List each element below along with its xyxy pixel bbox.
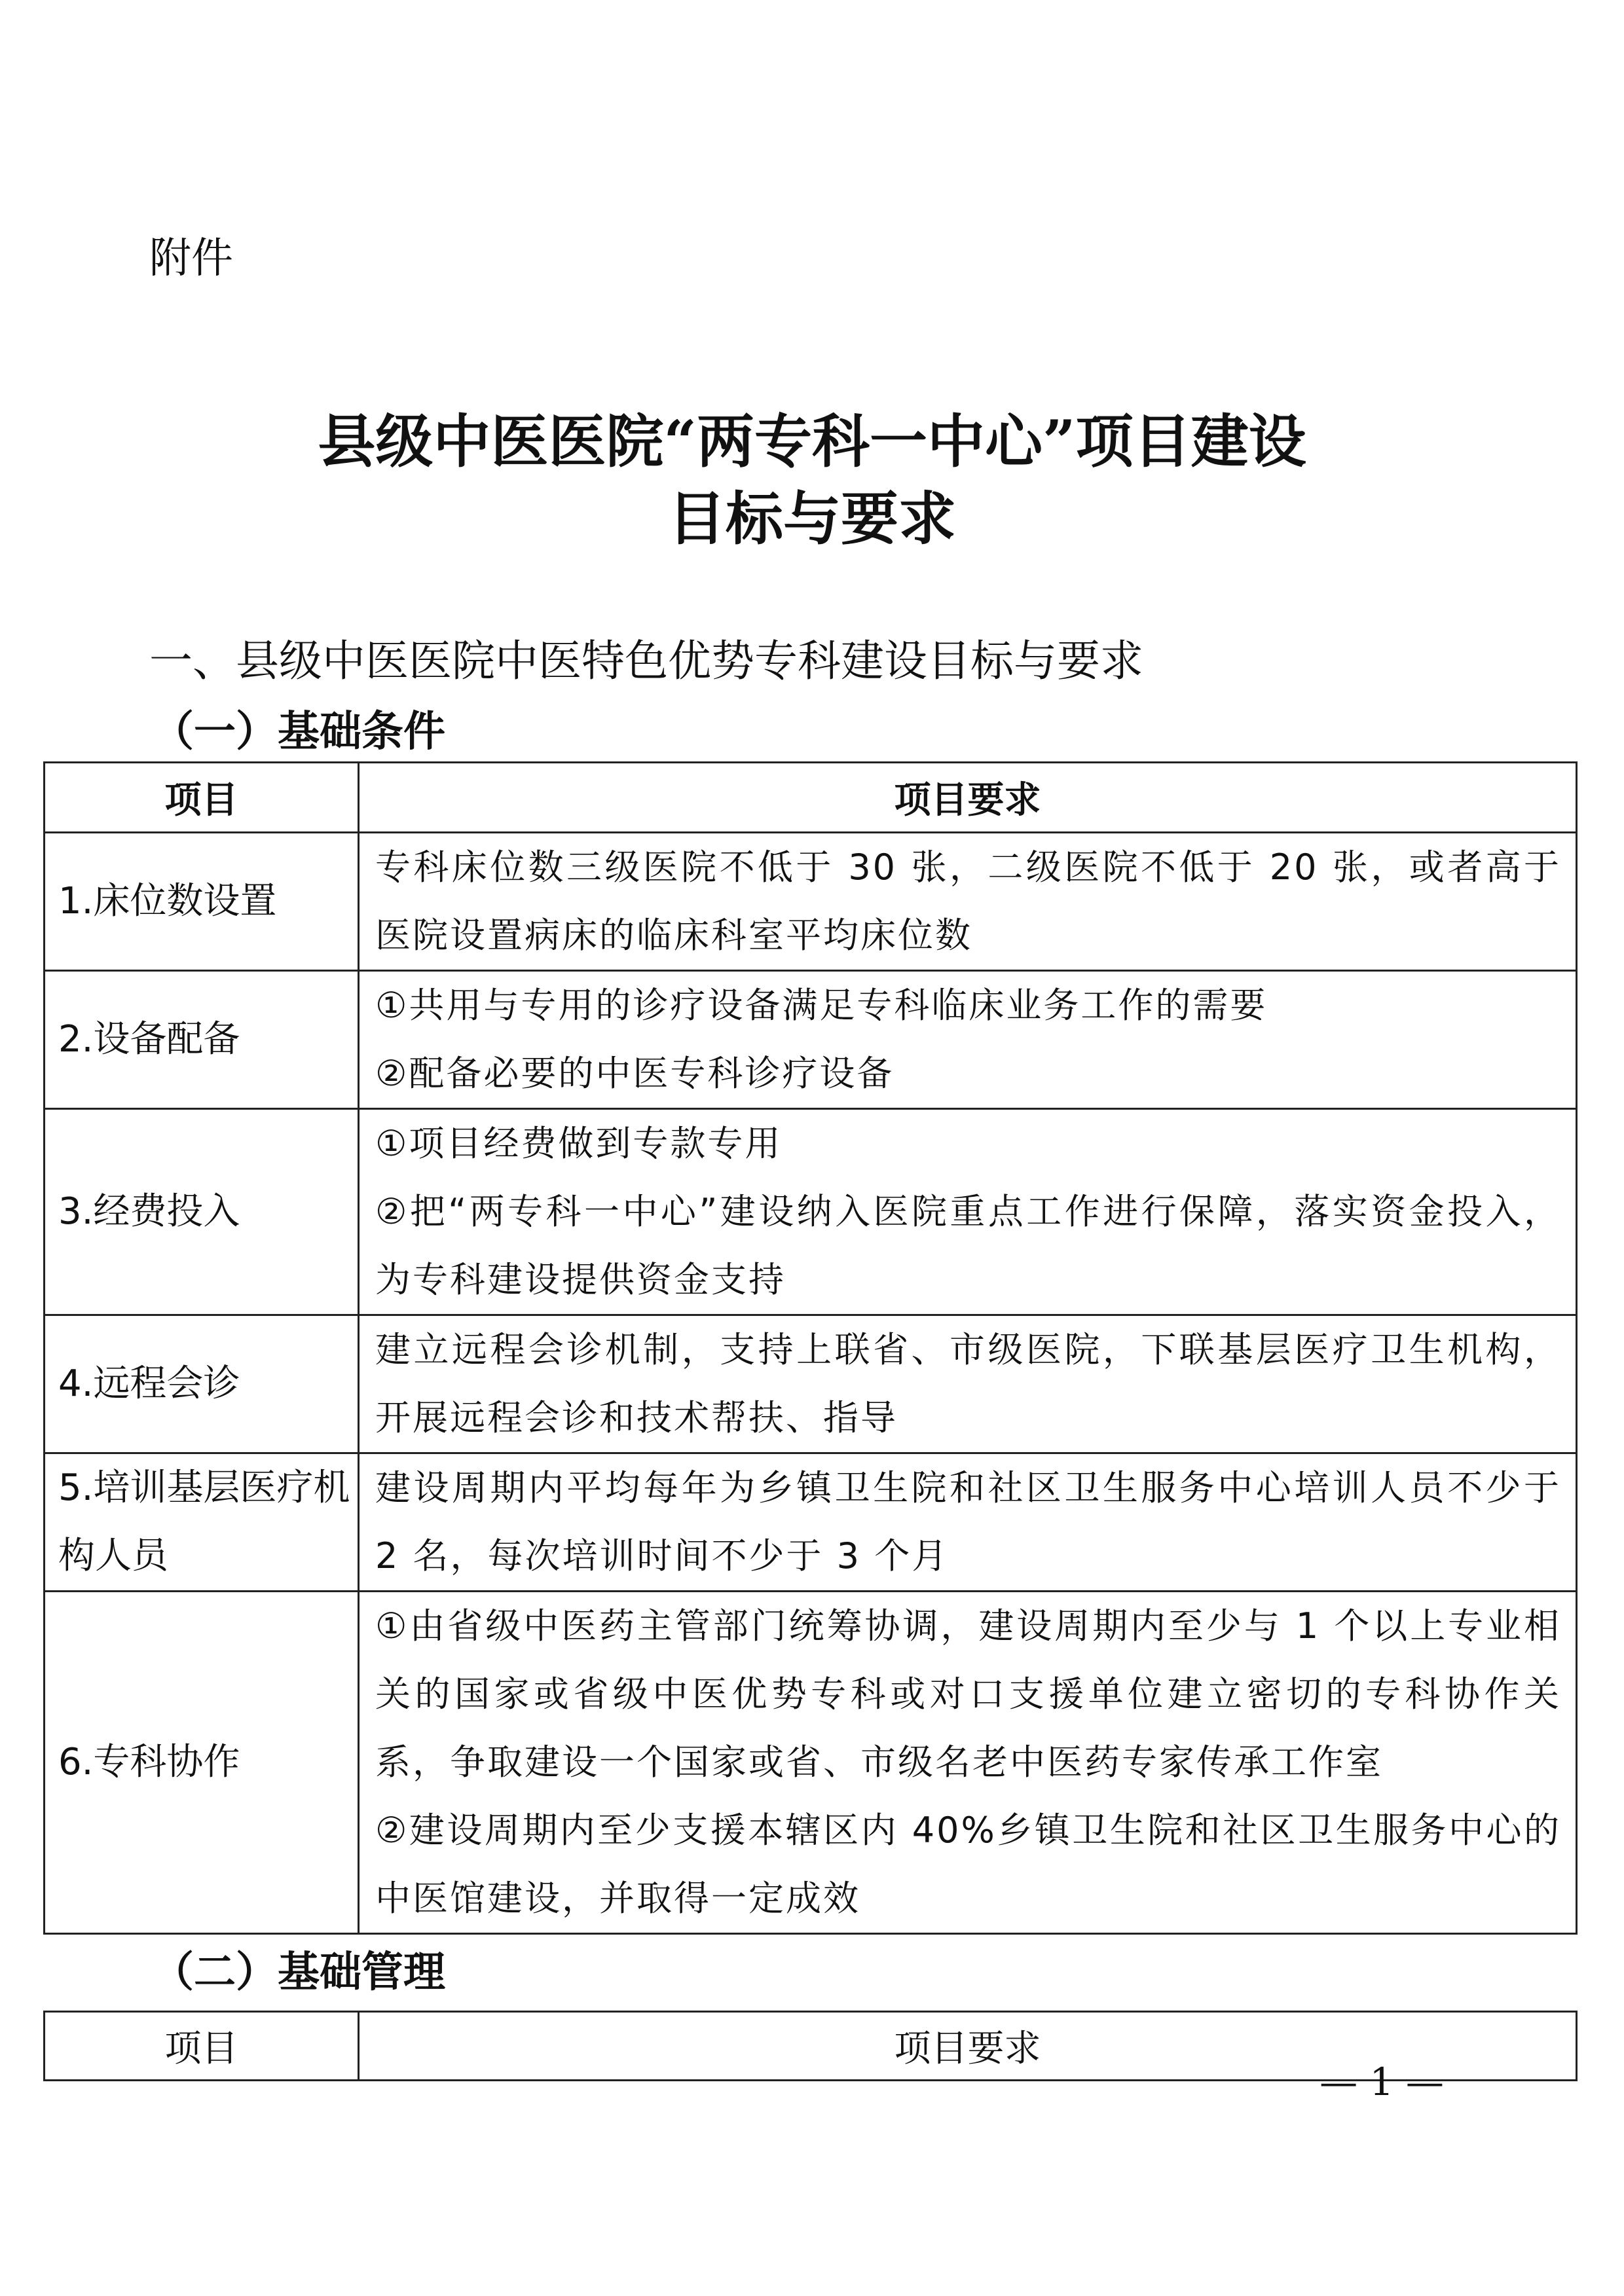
- row-item: 6.专科协作: [45, 1592, 359, 1934]
- table-row: [45, 971, 1577, 1109]
- table-row: [45, 1453, 1577, 1592]
- row-requirements: [359, 971, 1577, 1109]
- page-number: — 1 —: [1320, 2060, 1444, 2104]
- section-heading: 一、县级中医医院中医特色优势专科建设目标与要求: [149, 636, 1143, 686]
- requirement-text: ①共用与专用的诊疗设备满足专科临床业务工作的需要: [375, 985, 1268, 1026]
- column-header-requirements: 项目要求: [359, 763, 1577, 833]
- requirement-text: ②把“两专科一中心”建设纳入医院重点工作进行保障，落实资金投入，为专科建设提供资金支持: [375, 1191, 1561, 1300]
- table-row: [45, 1315, 1577, 1453]
- document-title-line-2: 目标与要求: [667, 484, 956, 553]
- requirement-text: 专科床位数三级医院不低于 30 张，二级医院不低于 20 张，或者高于医院设置病床的临床科室平均床位数: [375, 847, 1561, 956]
- column-header-requirements: 项目要求: [359, 2012, 1577, 2081]
- row-item: 2.设备配备: [45, 971, 359, 1109]
- row-requirements: [359, 833, 1577, 971]
- row-requirements: [359, 1315, 1577, 1453]
- table-row: [45, 1109, 1577, 1315]
- requirement-text: ②配备必要的中医专科诊疗设备: [375, 1053, 895, 1094]
- column-header-item: 项目: [45, 763, 359, 833]
- subsection-heading-basic-conditions: （一）基础条件: [152, 707, 445, 756]
- row-item: 3.经费投入: [45, 1109, 359, 1315]
- row-requirements: [359, 1592, 1577, 1934]
- requirement-text: 建设周期内平均每年为乡镇卫生院和社区卫生服务中心培训人员不少于 2 名，每次培训时间不少于 3 个月: [375, 1467, 1561, 1576]
- table-row: [45, 833, 1577, 971]
- row-requirements: [359, 1453, 1577, 1592]
- column-header-item: 项目: [45, 2012, 359, 2081]
- requirement-text: 建立远程会诊机制，支持上联省、市级医院，下联基层医疗卫生机构，开展远程会诊和技术帮扶、指导: [375, 1329, 1561, 1438]
- requirement-text: ①由省级中医药主管部门统筹协调，建设周期内至少与 1 个以上专业相关的国家或省级中医优势专科或对口支援单位建立密切的专科协作关系，争取建设一个国家或省、市级名老中医药专家传承工作室: [375, 1605, 1561, 1783]
- row-item: 1.床位数设置: [45, 833, 359, 971]
- document-title: [0, 403, 1624, 557]
- row-requirements: [359, 1109, 1577, 1315]
- row-item: 4.远程会诊: [45, 1315, 359, 1453]
- table-header-row: [45, 763, 1577, 833]
- requirement-text: ②建设周期内至少支援本辖区内 40%乡镇卫生院和社区卫生服务中心的中医馆建设，并取得一定成效: [375, 1810, 1561, 1919]
- document-title-line-1: 县级中医医院“两专科一中心”项目建设: [318, 407, 1306, 475]
- subsection-heading-basic-management: （二）基础管理: [152, 1948, 445, 1997]
- table-row: [45, 1592, 1577, 1934]
- requirement-text: ①项目经费做到专款专用: [375, 1123, 783, 1164]
- attachment-label: 附件: [149, 234, 233, 283]
- basic-conditions-table: [43, 761, 1578, 1935]
- row-item: 5.培训基层医疗机构人员: [45, 1453, 359, 1592]
